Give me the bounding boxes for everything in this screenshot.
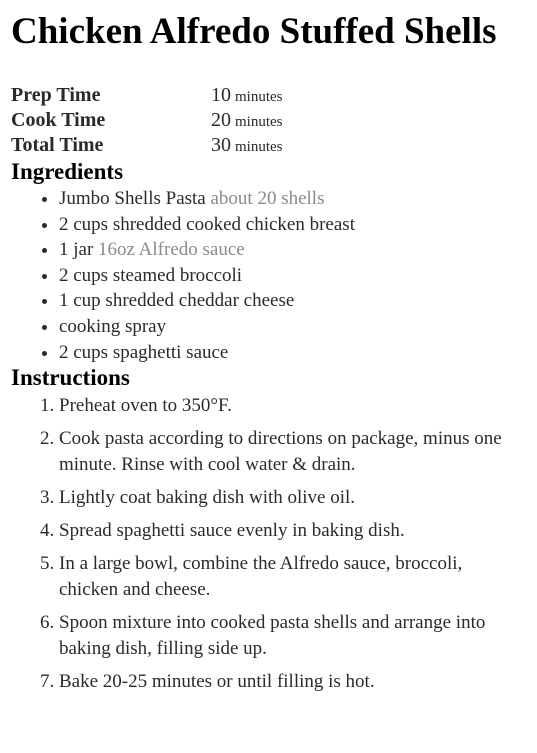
ingredient-text: 2 cups shredded cooked chicken breast: [59, 213, 355, 235]
prep-time-label: Prep Time: [11, 84, 101, 106]
ingredients-heading: Ingredients: [11, 159, 124, 184]
ingredient-item: [59, 186, 526, 212]
recipe-times: [11, 84, 526, 159]
total-time-row: [11, 134, 526, 159]
ingredient-text: 2 cups spaghetti sauce: [59, 341, 229, 363]
cook-time-row: [11, 109, 526, 134]
ingredient-item: [59, 314, 526, 340]
total-time-label: Total Time: [11, 134, 104, 156]
instruction-step: 3. Lightly coat baking dish with olive oil.: [59, 485, 526, 511]
cook-time-unit: minutes: [235, 114, 283, 130]
total-time-unit: minutes: [235, 139, 283, 155]
ingredient-item: [59, 263, 526, 289]
ingredient-text: cooking spray: [59, 315, 167, 337]
instruction-step: 4. Spread spaghetti sauce evenly in baking dish.: [59, 518, 526, 544]
instruction-step: 2. Cook pasta according to directions on package, minus one minute. Rinse with cool water & drain.: [59, 426, 526, 478]
cook-time-label: Cook Time: [11, 109, 106, 131]
prep-time-value: 10: [211, 84, 231, 106]
recipe-title: Chicken Alfredo Stuffed Shells: [11, 11, 497, 52]
instruction-step: 1. Preheat oven to 350°F.: [59, 393, 526, 419]
ingredient-text: 2 cups steamed broccoli: [59, 264, 243, 286]
ingredient-note: 16oz Alfredo sauce: [98, 239, 245, 261]
ingredient-text: 1 cup shredded cheddar cheese: [59, 290, 295, 312]
instruction-list: [11, 393, 526, 695]
ingredient-item: [59, 340, 526, 366]
ingredient-item: [59, 212, 526, 238]
ingredient-note: about 20 shells: [210, 188, 325, 209]
ingredient-amount: 1 jar: [59, 239, 94, 261]
instructions-heading: Instructions: [11, 365, 130, 391]
instruction-step: 6. Spoon mixture into cooked pasta shells and arrange into baking dish, filling side up.: [59, 610, 526, 662]
ingredient-list: [11, 186, 526, 365]
total-time-value: 30: [211, 134, 231, 156]
ingredient-item: [59, 288, 526, 314]
cook-time-value: 20: [211, 109, 231, 131]
ingredient-item: [59, 237, 526, 263]
prep-time-row: [11, 84, 526, 109]
prep-time-unit: minutes: [235, 89, 283, 105]
ingredient-text: Jumbo Shells Pasta: [59, 188, 206, 209]
recipe-card: [0, 11, 537, 695]
instruction-step: 5. In a large bowl, combine the Alfredo sauce, broccoli, chicken and cheese.: [59, 551, 526, 603]
instruction-step: 7. Bake 20-25 minutes or until filling is hot.: [59, 669, 526, 695]
